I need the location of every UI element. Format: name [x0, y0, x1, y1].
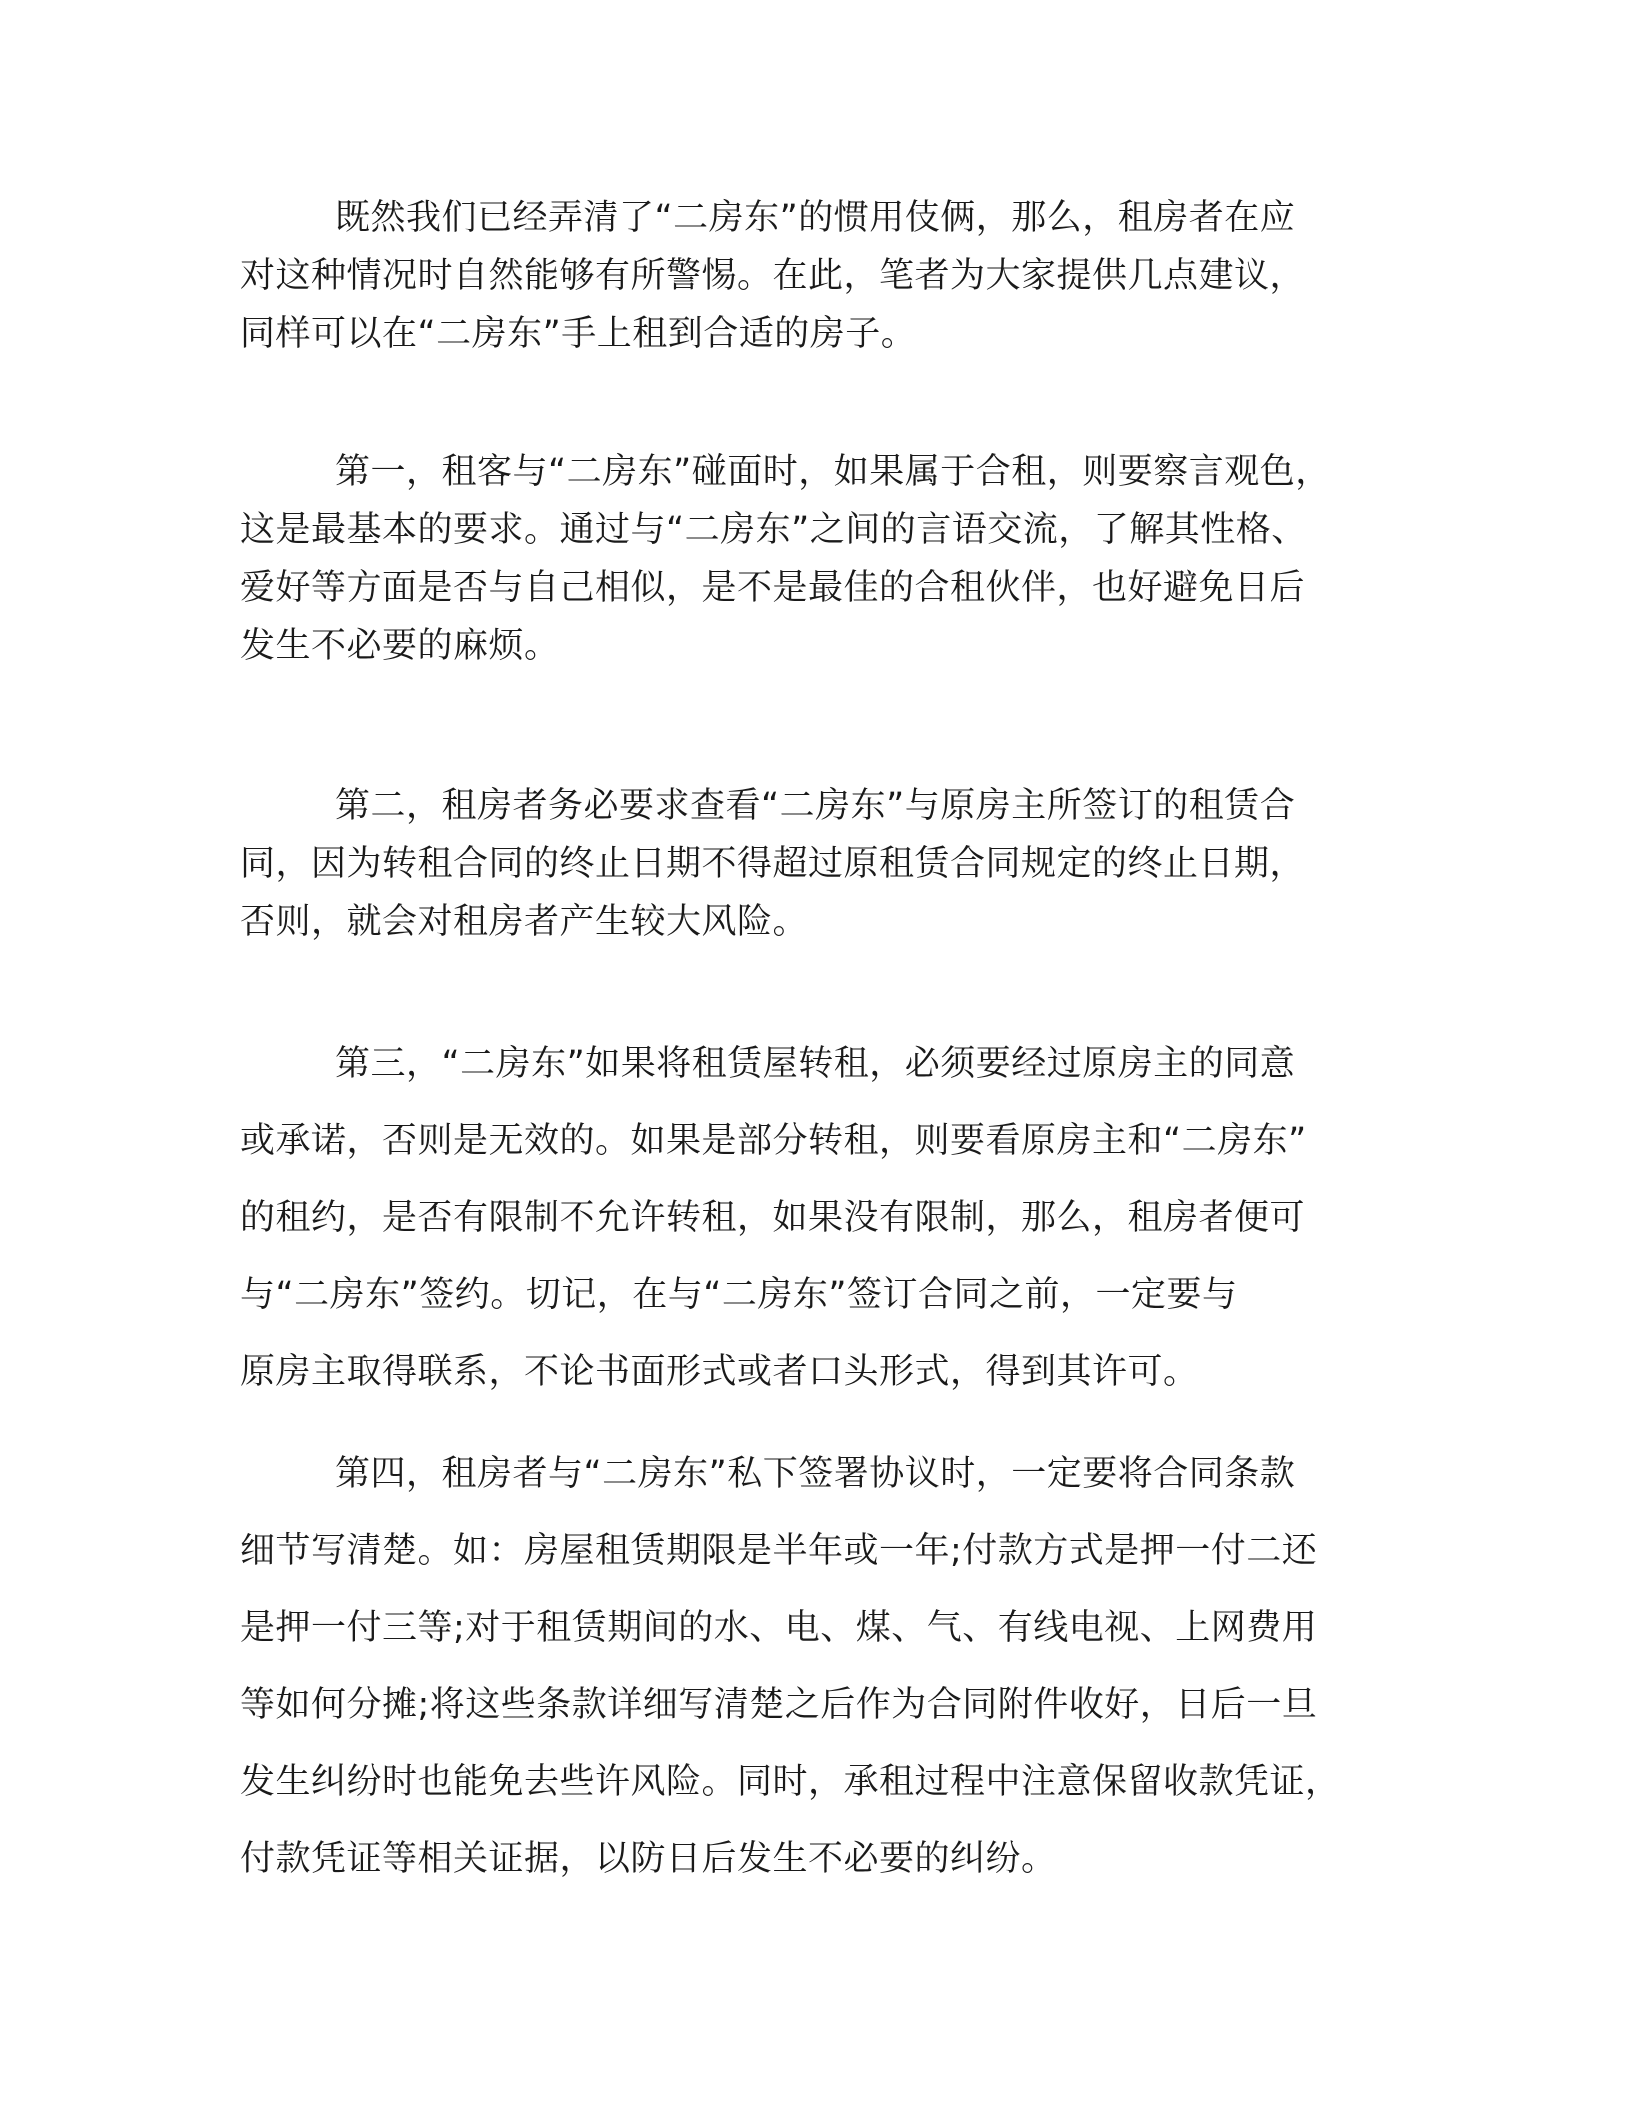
paragraph-line: 或承诺，否则是无效的。如果是部分转租，则要看原房主和“二房东”: [240, 1121, 1307, 1161]
paragraph-line: 等如何分摊;将这些条款详细写清楚之后作为合同附件收好，日后一旦: [240, 1685, 1318, 1725]
paragraph-line: 否则，就会对租房者产生较大风险。: [240, 902, 809, 942]
paragraph-line: 第二，租房者务必要求查看“二房东”与原房主所签订的租赁合: [335, 786, 1296, 826]
paragraph-line: 对这种情况时自然能够有所警惕。在此，笔者为大家提供几点建议，: [240, 256, 1306, 296]
paragraph-line: 细节写清楚。如：房屋租赁期限是半年或一年;付款方式是押一付二还: [240, 1531, 1318, 1571]
paragraph-line: 发生不必要的麻烦。: [240, 626, 560, 666]
paragraph-line: 是押一付三等;对于租赁期间的水、电、煤、气、有线电视、上网费用: [240, 1608, 1318, 1648]
paragraph-line: 发生纠纷时也能免去些许风险。同时，承租过程中注意保留收款凭证，: [240, 1762, 1341, 1802]
paragraph-line: 这是最基本的要求。通过与“二房东”之间的言语交流，了解其性格、: [240, 510, 1307, 550]
paragraph-line: 第四，租房者与“二房东”私下签署协议时，一定要将合同条款: [335, 1454, 1296, 1494]
paragraph-line: 的租约，是否有限制不允许转租，如果没有限制，那么，租房者便可: [240, 1198, 1306, 1238]
paragraph-line: 第三，“二房东”如果将租赁屋转租，必须要经过原房主的同意: [335, 1044, 1296, 1084]
paragraph-line: 付款凭证等相关证据，以防日后发生不必要的纠纷。: [240, 1839, 1057, 1879]
paragraph-line: 同，因为转租合同的终止日期不得超过原租赁合同规定的终止日期，: [240, 844, 1306, 884]
paragraph-line: 爱好等方面是否与自己相似，是不是最佳的合租伙伴，也好避免日后: [240, 568, 1306, 608]
paragraph-line: 同样可以在“二房东”手上租到合适的房子。: [240, 314, 917, 354]
paragraph-line: 既然我们已经弄清了“二房东”的惯用伎俩，那么，租房者在应: [335, 198, 1296, 238]
paragraph-line: 原房主取得联系，不论书面形式或者口头形式，得到其许可。: [240, 1352, 1199, 1392]
paragraph-line: 第一，租客与“二房东”碰面时，如果属于合租，则要察言观色，: [335, 452, 1331, 492]
paragraph-line: 与“二房东”签约。切记，在与“二房东”签订合同之前，一定要与: [240, 1275, 1238, 1315]
